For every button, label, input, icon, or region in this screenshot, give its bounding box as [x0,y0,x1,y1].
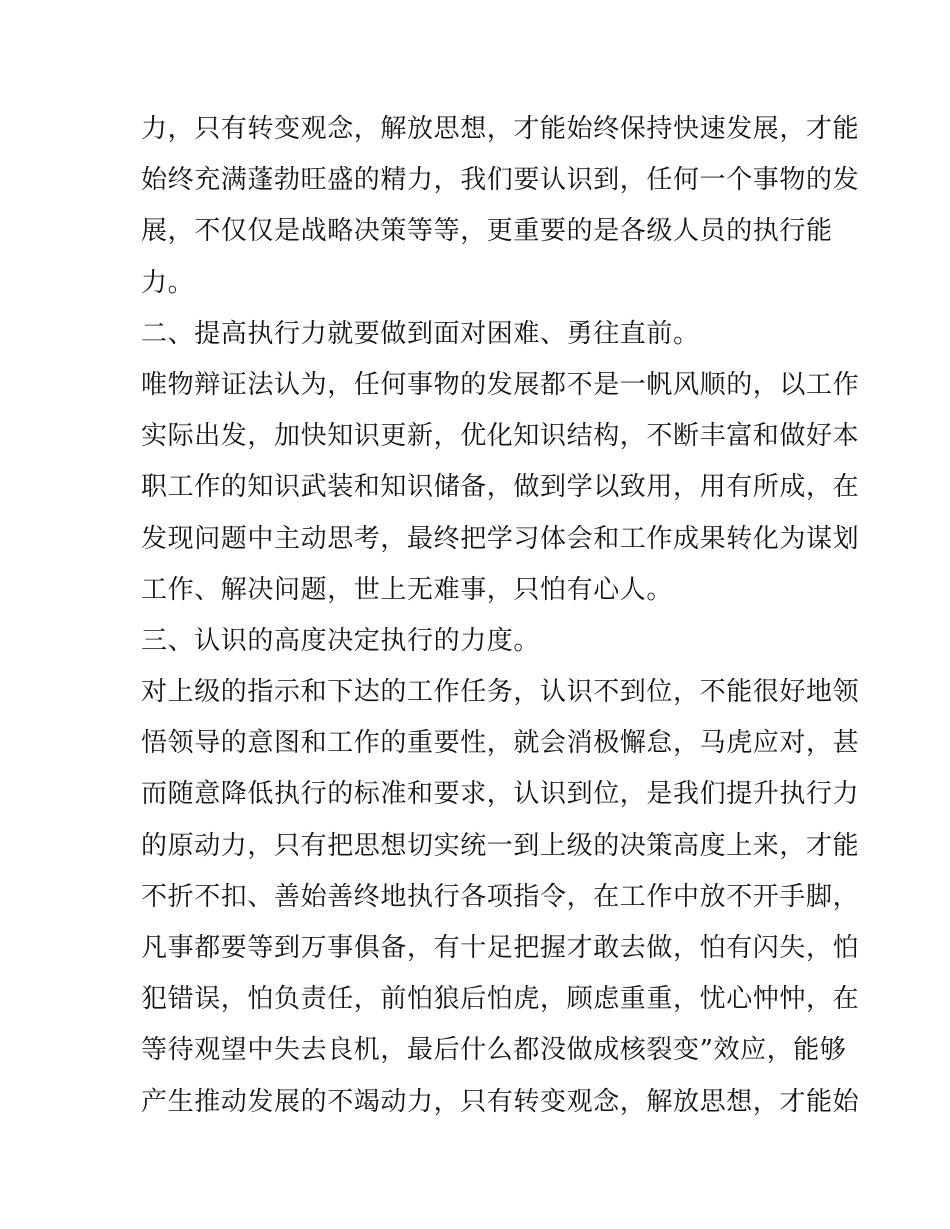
text-line: 实际出发，加快知识更新，优化知识结构，不断丰富和做好本 [141,421,860,452]
section-heading-3: 三、认识的高度决定执行的力度。 [141,625,541,656]
text-line: 悟领导的意图和工作的重要性，就会消极懈怠，马虎应对，甚 [141,728,860,759]
text-line: 不折不扣、善始善终地执行各项指令，在工作中放不开手脚， [141,881,860,912]
text-line: 唯物辩证法认为，任何事物的发展都不是一帆风顺的，以工作 [141,369,860,400]
text-line: 犯错误，怕负责任，前怕狼后怕虎，顾虑重重，忧心忡忡，在 [141,984,860,1015]
text-line: 而随意降低执行的标准和要求，认识到位，是我们提升执行力 [141,779,860,810]
text-line: 的原动力，只有把思想切实统一到上级的决策高度上来，才能 [141,830,860,861]
text-line: 等待观望中失去良机，最后什么都没做成核裂变”效应，能够 [141,1035,847,1066]
text-line: 产生推动发展的不竭动力，只有转变观念，解放思想，才能始 [141,1086,860,1117]
text-line: 工作、解决问题，世上无难事，只怕有心人。 [141,574,674,605]
text-line: 对上级的指示和下达的工作任务，认识不到位，不能很好地领 [141,677,860,708]
text-line: 展，不仅仅是战略决策等等，更重要的是各级人员的执行能 [141,216,833,247]
document-body [141,104,860,1128]
text-line: 始终充满蓬勃旺盛的精力，我们要认识到，任何一个事物的发 [141,165,860,196]
text-line: 发现问题中主动思考，最终把学习体会和工作成果转化为谋划 [141,523,860,554]
section-heading-2: 二、提高执行力就要做到面对困难、勇往直前。 [141,318,700,349]
text-line: 凡事都要等到万事俱备，有十足把握才敢去做，怕有闪失，怕 [141,933,860,963]
text-line: 职工作的知识武装和知识储备，做到学以致用，用有所成，在 [141,472,860,503]
text-line: 力，只有转变观念，解放思想，才能始终保持快速发展，才能 [141,114,860,144]
text-line: 力。 [141,267,195,298]
